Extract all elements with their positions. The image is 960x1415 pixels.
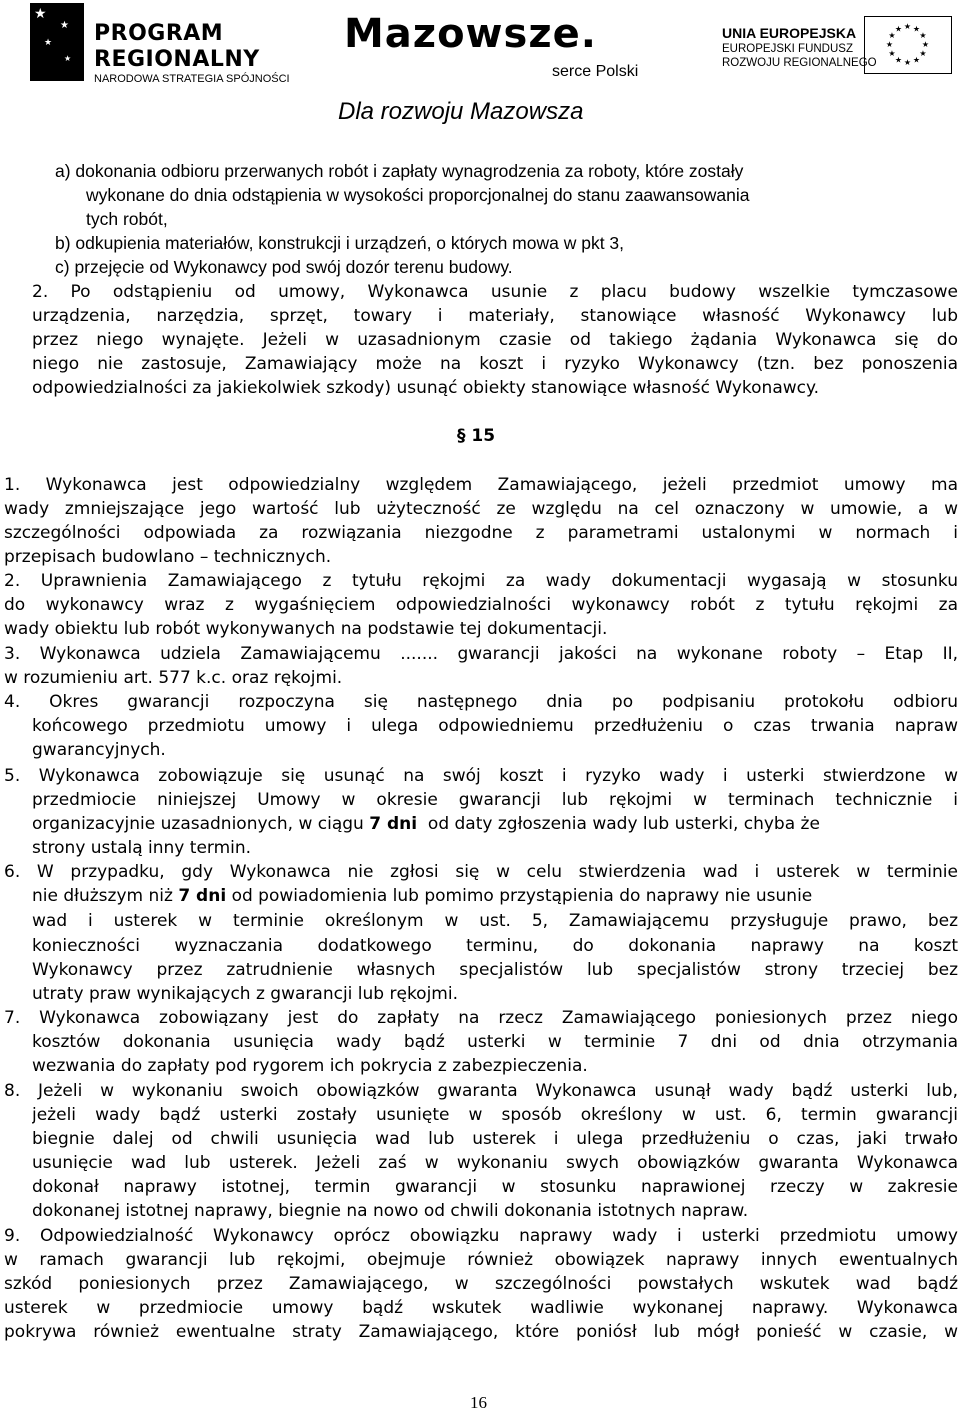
text-line: przez niego wynajęte. Jeżeli w uzasadnionym czasie od takiego żądania Wykonawca się do — [32, 330, 958, 350]
text-line: usunięcie wad lub usterek. Jeżeli zaś w wykonaniu swych obowiązków gwaranta Wykonawca — [32, 1153, 958, 1173]
text-line: pokrywa również ewentualne straty Zamawiającego, które poniósł lub mógł ponieść w czasie, w — [4, 1322, 958, 1342]
text-line: dokonanej istotnej naprawy, biegnie na nowo od chwili dokonania istotnych napraw. — [32, 1201, 749, 1221]
text-line: strony ustalą inny termin. — [32, 838, 252, 858]
text-line: 4. Okres gwarancji rozpoczyna się następnego dnia po podpisaniu protokołu odbioru — [4, 692, 958, 712]
svg-text:★: ★ — [919, 31, 927, 40]
text-line: 3. Wykonawca udziela Zamawiającemu ....... gwarancji jakości na wykonane roboty – Etap II, — [4, 644, 958, 664]
text-line: c) przejęcie od Wykonawcy pod swój dozór terenu budowy. — [55, 257, 513, 277]
svg-text:★: ★ — [885, 40, 894, 49]
text-line: kosztów dokonania usunięcia wady bądź usterki w terminie 7 dni od dnia otrzymania — [32, 1032, 958, 1052]
text-line: szczególności odpowiada za rozwiązania niezgodne z parametrami ustalonymi w normach i — [4, 523, 958, 543]
eu-fund-line1: EUROPEJSKI FUNDUSZ — [722, 43, 853, 55]
text-line: niego nie zastosuje, Zamawiający może na koszt i ryzyko Wykonawcy (tzn. bez ponoszenia — [32, 354, 958, 374]
text-line: w rozumieniu art. 577 k.c. oraz rękojmi. — [4, 668, 343, 688]
text-line: biegnie dalej od chwili usunięcia wad lub usterek i ulega przedłużeniu o czas, jaki trwało — [32, 1129, 958, 1149]
text-line: 5. Wykonawca zobowiązuje się usunąć na swój koszt i ryzyko wady i usterki stwierdzone w — [4, 766, 958, 786]
text-line: wykonane do dnia odstąpienia w wysokości proporcjonalnej do stanu zaawansowania — [86, 185, 750, 205]
text-line: końcowego przedmiotu umowy i ulega odpowiedniemu przedłużeniu o czas trwania napraw — [32, 716, 958, 736]
text-line: wezwania do zapłaty pod rygorem ich pokrycia z zabezpieczenia. — [32, 1056, 588, 1076]
svg-text:★: ★ — [903, 58, 912, 67]
text-line: szkód poniesionych przez Zamawiającego, w szczególności powstałych wskutek wad bądź — [4, 1274, 958, 1294]
text-line: usterek w przedmiocie umowy bądź wskutek wadliwie wykonanej naprawy. Wykonawca — [4, 1298, 958, 1318]
text-line: wady zmniejszające jego wartość lub użyteczność ze względu na cel oznaczony w umowie, a w — [4, 499, 958, 519]
section-heading: § 15 — [457, 426, 496, 446]
program-strategy: NARODOWA STRATEGIA SPÓJNOŚCI — [94, 73, 290, 85]
svg-text:★: ★ — [912, 55, 921, 65]
text-line: b) odkupienia materiałów, konstrukcji i urządzeń, o których mowa w pkt 3, — [55, 233, 625, 253]
text-line: a) dokonania odbioru przerwanych robót i zapłaty wynagrodzenia za roboty, które zostały — [55, 161, 744, 181]
text-line: dokonał naprawy istotnej, termin gwarancji w stosunku naprawionej rzeczy w zakresie — [32, 1177, 958, 1197]
text-fragment: organizacyjnie uzasadnionych, w ciągu — [32, 814, 370, 834]
svg-text:★: ★ — [921, 40, 930, 49]
svg-text:★: ★ — [888, 49, 896, 58]
text-line: do wykonawcy wraz z wygaśnięciem odpowiedzialności wykonawcy robót z tytułu rękojmi za — [4, 595, 958, 615]
text-fragment: nie dłuższym niż — [32, 886, 179, 906]
page-number: 16 — [470, 1393, 487, 1412]
svg-text:★: ★ — [894, 24, 903, 34]
text-line: gwarancyjnych. — [32, 740, 166, 760]
text-line: urządzenia, narzędzia, sprzęt, towary i materiały, stanowiące własność Wykonawcy lub — [32, 306, 958, 326]
header-tagline: Dla rozwoju Mazowsza — [338, 98, 584, 125]
text-line: 8. Jeżeli w wykonaniu swoich obowiązków gwaranta Wykonawca usunął wady bądź usterki lub, — [4, 1081, 958, 1101]
svg-text:★: ★ — [912, 24, 921, 34]
text-line: 1. Wykonawca jest odpowiedzialny względem Zamawiającego, jeżeli przedmiot umowy ma — [4, 475, 958, 495]
mazowsze-wordmark: Mazowsze. — [344, 11, 597, 57]
program-subtitle: REGIONALNY — [94, 47, 260, 72]
eu-logo — [722, 22, 954, 86]
svg-text:★: ★ — [894, 55, 903, 65]
text-line: 9. Odpowiedzialność Wykonawcy oprócz obowiązku naprawy wady i usterki przedmiotu umowy — [4, 1226, 958, 1246]
eu-title: UNIA EUROPEJSKA — [722, 25, 857, 41]
text-line: w ramach gwarancji lub rękojmi, obejmuje również obowiązek naprawy innych ewentualnych — [4, 1250, 958, 1270]
text-line: odpowiedzialności za jakiekolwiek szkody) usunąć obiekty stanowiące własność Wykonawcy. — [32, 378, 820, 398]
text-line: 2. Po odstąpieniu od umowy, Wykonawca usunie z placu budowy wszelkie tymczasowe — [32, 282, 958, 302]
text-line: 6. W przypadku, gdy Wykonawca nie zgłosi się w celu stwierdzenia wad i usterek w terminie — [4, 862, 958, 882]
text-line: tych robót, — [86, 209, 168, 229]
deadline-7-days: 7 dni — [178, 886, 227, 906]
text-fragment: od powiadomienia lub pomimo przystąpienia do naprawy nie usunie — [226, 886, 813, 906]
text-line: utraty praw wynikających z gwarancji lub rękojmi. — [32, 984, 458, 1004]
text-line — [32, 884, 958, 908]
eu-fund-line2: ROZWOJU REGIONALNEGO — [722, 57, 877, 69]
text-line: konieczności wyznaczania dodatkowego terminu, do dokonania naprawy na koszt — [32, 936, 958, 956]
eu-stars-icon — [865, 17, 950, 72]
deadline-7-days: 7 dni — [369, 814, 418, 834]
text-line: wady obiektu lub robót wykonywanych na podstawie tej dokumentacji. — [4, 619, 608, 639]
text-fragment: od daty zgłoszenia wady lub usterki, chyba że — [417, 814, 820, 834]
program-title: PROGRAM — [94, 21, 224, 46]
text-line: 2. Uprawnienia Zamawiającego z tytułu rękojmi za wady dokumentacji wygasają w stosunku — [4, 571, 958, 591]
text-line: przepisach budowlano – technicznych. — [4, 547, 332, 567]
text-line: 7. Wykonawca zobowiązany jest do zapłaty na rzecz Zamawiającego poniesionych przez niego — [4, 1008, 958, 1028]
svg-text:★: ★ — [903, 22, 912, 31]
text-line: wad i usterek w terminie określonym w ust. 5, Zamawiającemu przysługuje prawo, bez — [32, 911, 958, 931]
eu-flag-icon — [864, 16, 952, 74]
mazowsze-logo — [344, 11, 649, 84]
mazowsze-subline: serce Polski — [552, 63, 639, 80]
text-line: Wykonawcy przez zatrudnienie własnych specjalistów lub specjalistów strony trzeciej bez — [32, 960, 958, 980]
poland-flag-icon: ★ ★ ★ ★ — [30, 3, 84, 81]
page-header — [0, 0, 960, 130]
program-regionalny-logo — [30, 3, 300, 95]
text-line: jeżeli wady bądź usterki zostały usunięte w sposób określony w ust. 6, termin gwarancji — [32, 1105, 958, 1125]
text-line — [32, 812, 958, 836]
svg-text:★: ★ — [888, 31, 896, 40]
text-line: przedmiocie niniejszej Umowy w okresie gwarancji lub rękojmi w terminach technicznie i — [32, 790, 958, 810]
svg-text:★: ★ — [919, 49, 927, 58]
